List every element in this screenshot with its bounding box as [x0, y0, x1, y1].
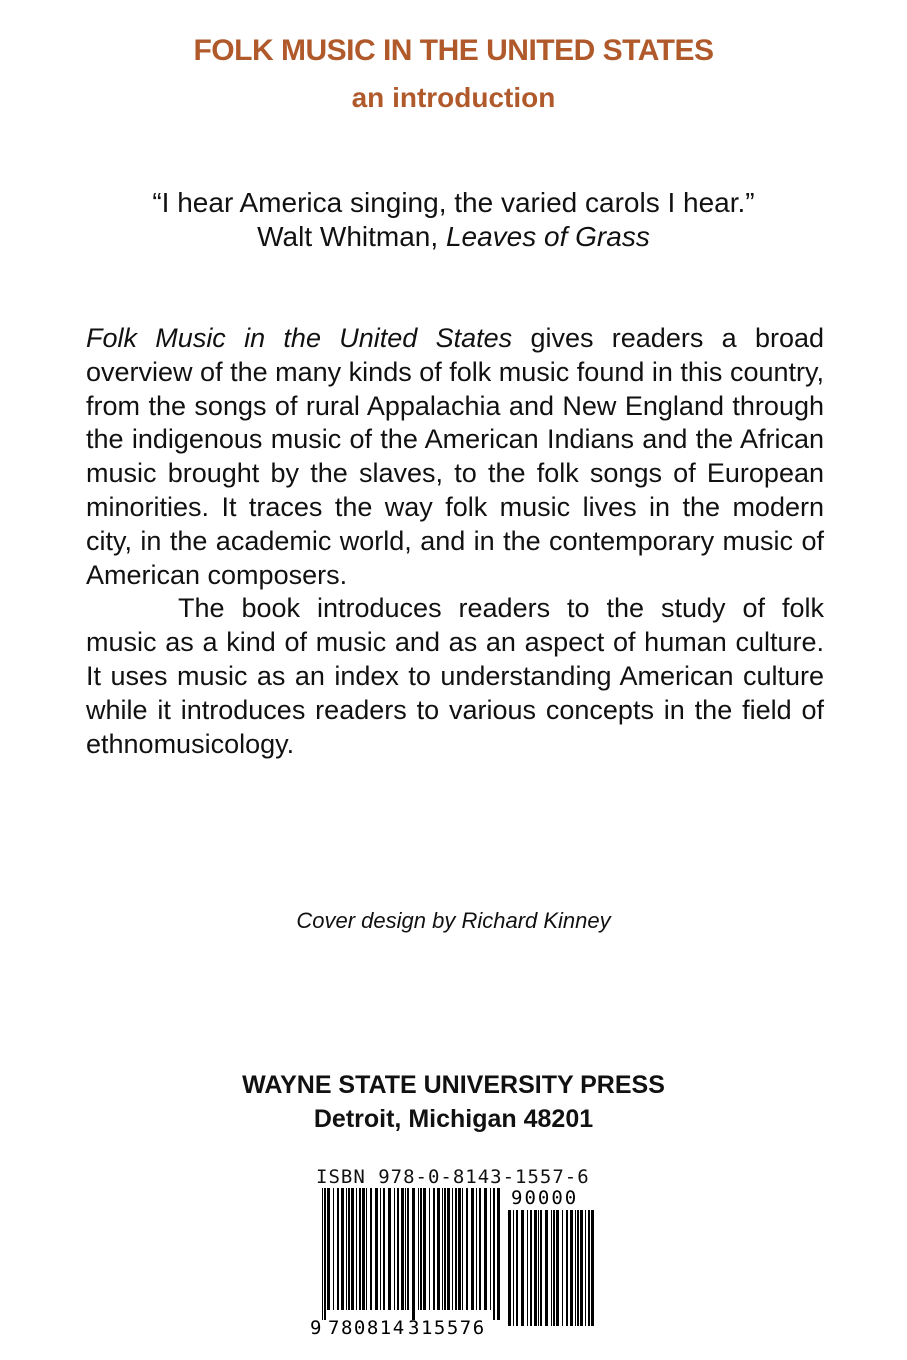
epigraph — [0, 186, 907, 254]
barcode-bar — [538, 1210, 539, 1326]
description-paragraph-2: The book introduces readers to the study of folk music as a kind of music and as an aspect of human culture. It uses music as an index to understanding American culture while it introduces readers to various concepts in the field of ethnomusicology. — [86, 593, 824, 759]
barcode-bar — [322, 1188, 323, 1320]
book-description — [86, 322, 824, 761]
quote-text: “I hear America singing, the varied carols I hear.” — [152, 187, 755, 218]
barcode-bar — [521, 1210, 524, 1326]
cover-credit: Cover design by Richard Kinney — [296, 908, 611, 933]
barcode-bar — [527, 1210, 528, 1326]
barcode-bar — [484, 1188, 487, 1310]
barcode-bar — [479, 1188, 481, 1310]
barcode-bar — [397, 1188, 399, 1310]
barcode-bar — [333, 1188, 334, 1310]
barcode-bar — [442, 1188, 443, 1310]
barcode-bar — [437, 1188, 440, 1310]
barcode-bar — [577, 1210, 579, 1326]
barcode-bar — [420, 1188, 422, 1310]
barcode-bar — [585, 1210, 586, 1326]
publisher-block — [0, 1068, 907, 1136]
quote-author: Walt Whitman, — [257, 221, 439, 252]
barcode-bar — [324, 1188, 326, 1320]
barcode-bar — [493, 1188, 495, 1320]
isbn-label: ISBN 978-0-8143-1557-6 — [316, 1166, 590, 1188]
barcode-bar — [380, 1188, 381, 1310]
barcode-bar — [366, 1188, 367, 1310]
barcode-bar — [466, 1188, 468, 1310]
barcode-left-digits: 780814 — [328, 1317, 406, 1338]
barcode-bar — [575, 1210, 576, 1326]
description-paragraph-1 — [86, 322, 824, 592]
barcode-bar — [553, 1210, 555, 1326]
barcode-bar — [362, 1188, 365, 1310]
barcode-bar — [513, 1210, 514, 1326]
barcode-bar — [388, 1188, 391, 1310]
barcode-bar — [458, 1188, 461, 1310]
price-code-digits: 90000 — [511, 1188, 579, 1209]
barcode-bar — [447, 1188, 450, 1310]
barcode-bar — [580, 1210, 583, 1326]
barcode-bar — [383, 1188, 385, 1310]
barcode-bar — [566, 1210, 568, 1326]
quote-work: Leaves of Grass — [445, 221, 650, 252]
barcode-bar — [497, 1188, 500, 1320]
barcode-bar — [462, 1188, 463, 1310]
barcode-bar — [476, 1188, 477, 1310]
barcode-bar — [346, 1188, 347, 1310]
barcode-bar — [423, 1188, 426, 1310]
barcode-bar — [516, 1210, 518, 1326]
barcode-bar — [351, 1188, 354, 1310]
barcode-bar — [452, 1188, 453, 1310]
barcode-bar — [534, 1210, 537, 1326]
ean-barcode-bars — [322, 1188, 500, 1320]
publisher-name: WAYNE STATE UNIVERSITY PRESS — [242, 1071, 665, 1099]
barcode-bar — [570, 1210, 573, 1326]
barcode-bar — [540, 1210, 542, 1326]
barcode-bar — [370, 1188, 372, 1310]
price-addon-bars — [508, 1210, 594, 1326]
barcode-bar — [337, 1188, 339, 1310]
barcode-bar — [418, 1188, 419, 1310]
description-p1-text: gives readers a broad overview of the many kinds of folk music found in this country, from the songs of rural Appalachia and New England through the indigenous music of the American Indians and the African music brought by the slaves, to the folk songs of European minorities. It traces the way folk music lives in the modern city, in the academic world, and in the contemporary music of American composers. — [86, 323, 824, 590]
barcode-bar — [508, 1210, 511, 1326]
barcode-bar — [359, 1188, 361, 1310]
barcode — [308, 1188, 598, 1338]
barcode-bar — [562, 1210, 563, 1326]
barcode-bar — [591, 1210, 594, 1326]
barcode-bar — [490, 1188, 491, 1310]
barcode-bar — [401, 1188, 404, 1310]
barcode-bar — [394, 1188, 395, 1310]
book-title: FOLK MUSIC IN THE UNITED STATES — [193, 34, 714, 67]
barcode-bar — [405, 1188, 406, 1310]
book-subtitle: an introduction — [351, 82, 556, 113]
barcode-bar — [545, 1210, 548, 1326]
quote-attribution — [0, 220, 907, 254]
barcode-bar — [556, 1210, 559, 1326]
barcode-bar — [327, 1188, 330, 1310]
barcode-bar — [407, 1188, 409, 1310]
barcode-bar — [455, 1188, 457, 1310]
barcode-bar — [429, 1188, 430, 1310]
barcode-bar — [341, 1188, 344, 1310]
publisher-address: Detroit, Michigan 48201 — [313, 1105, 594, 1133]
barcode-bar — [588, 1210, 590, 1326]
barcode-bar — [530, 1210, 532, 1326]
barcode-bar — [348, 1188, 350, 1310]
barcode-bar — [356, 1188, 357, 1310]
barcode-right-digits: 315576 — [408, 1317, 486, 1338]
barcode-bar — [444, 1188, 446, 1310]
barcode-bar — [412, 1188, 415, 1320]
barcode-bar — [551, 1210, 552, 1326]
barcode-lead-digit: 9 — [310, 1317, 322, 1338]
barcode-bar — [471, 1188, 474, 1310]
barcode-bar — [433, 1188, 435, 1310]
barcode-bar — [375, 1188, 378, 1310]
description-book-title: Folk Music in the United States — [86, 323, 513, 353]
